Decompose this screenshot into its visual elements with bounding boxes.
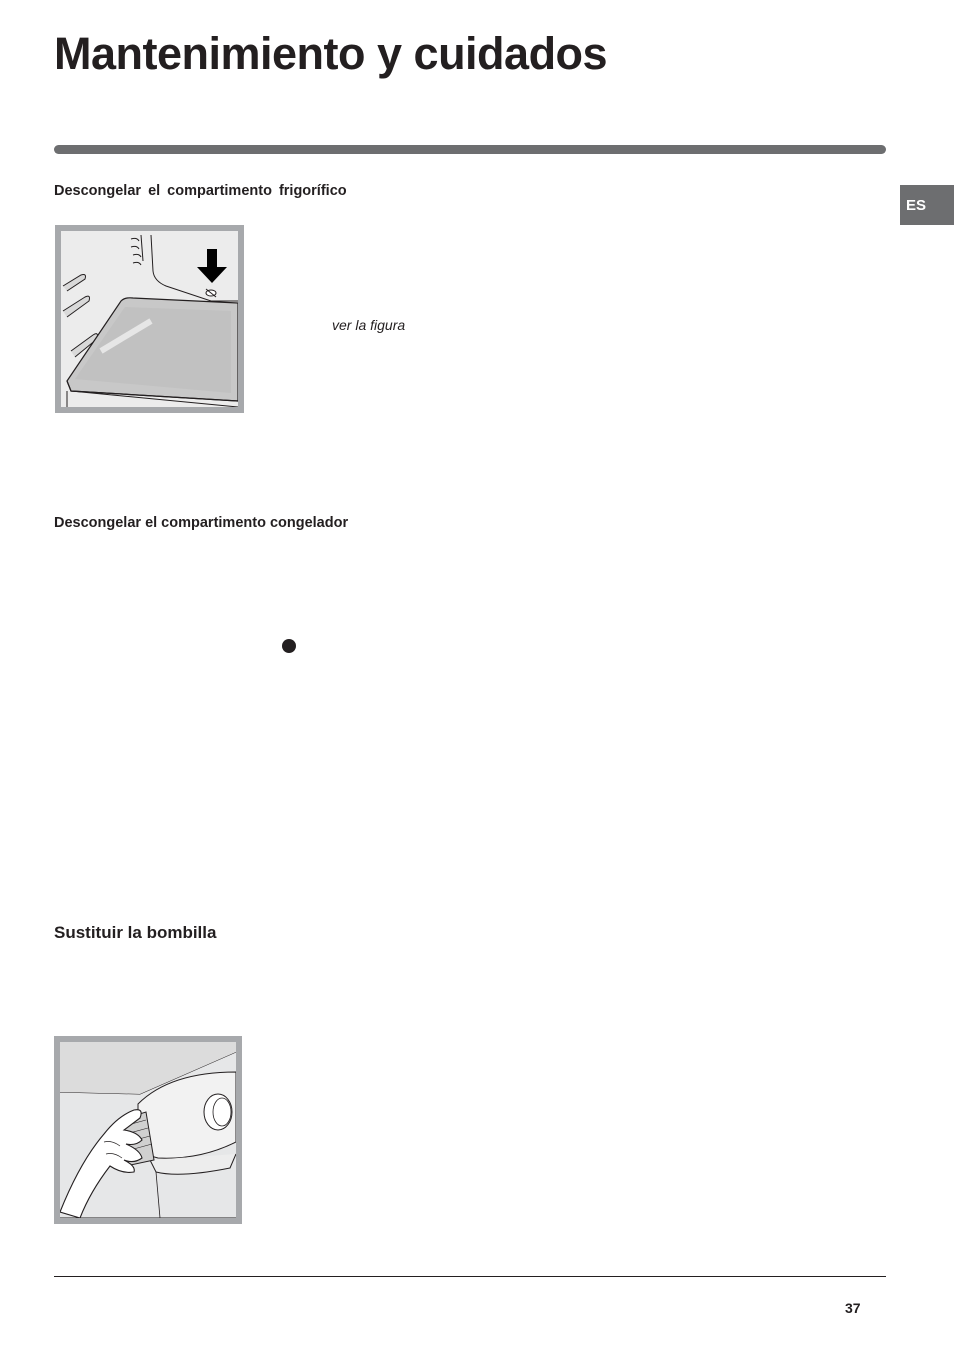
bullet-dot-icon (282, 639, 296, 653)
page-number: 37 (845, 1300, 861, 1316)
footer-rule (54, 1276, 886, 1277)
page-title: Mantenimiento y cuidados (54, 28, 608, 79)
figure-caption: ver la figura (332, 317, 406, 333)
bulb-replacement-figure (54, 1036, 242, 1224)
language-tab: ES (900, 185, 954, 225)
header-rule (54, 145, 886, 154)
freezer-defrost-heading: Descongelar el compartimento congelador (54, 515, 349, 531)
fridge-drain-illustration (61, 231, 238, 407)
bulb-cover-illustration (60, 1042, 236, 1218)
fridge-defrost-heading: Descongelar el compartimento frigorífico (54, 183, 347, 199)
fridge-defrost-figure (55, 225, 244, 413)
bulb-heading: Sustituir la bombilla (54, 923, 217, 942)
